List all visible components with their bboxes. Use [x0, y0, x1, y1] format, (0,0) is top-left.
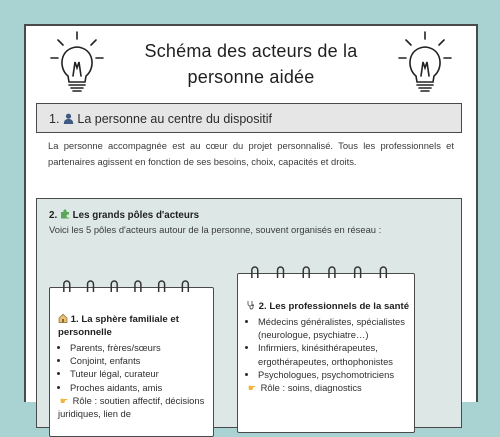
light-bulb-icon — [48, 30, 106, 96]
section-number: 2. — [49, 210, 58, 221]
actor-card-health — [237, 273, 415, 433]
person-silhouette-icon — [63, 113, 74, 124]
role-item: ☛ Rôle : soins, diagnostics — [247, 382, 362, 394]
list-item: • Tuteur légal, curateur — [70, 367, 209, 380]
puzzle-piece-icon — [60, 209, 70, 219]
house-icon — [58, 313, 68, 323]
list-item: • Conjoint, enfants — [70, 354, 209, 367]
section-1-heading: La personne au centre du dispositif — [77, 112, 272, 126]
pointing-hand-icon: ☛ — [59, 394, 69, 406]
section-2-panel — [36, 198, 462, 428]
light-bulb-icon — [396, 30, 454, 96]
stethoscope-icon — [246, 300, 256, 310]
card-title: 1. La sphère familiale et personnelle — [58, 314, 179, 338]
list-item: • Parents, frères/sœurs — [70, 341, 209, 354]
list-item: • Médecins généralistes, spécialistes (neurologue, psychiatre…) — [258, 315, 410, 341]
section-1-body: La personne accompagnée est au cœur du projet personnalisé. Tous les professionnels et partenaires agissent en fonction de ses besoins, choix, capacités et droits. — [48, 140, 454, 167]
list-item: • Infirmiers, kinésithérapeutes, ergothérapeutes, orthophonistes — [258, 341, 410, 367]
pointing-hand-icon: ☛ — [247, 382, 257, 394]
spiral-binding-icon — [50, 279, 213, 297]
section-2-intro: Voici les 5 pôles d'acteurs autour de la personne, souvent organisés en réseau : — [49, 224, 382, 235]
list-item: • Proches aidants, amis — [70, 381, 209, 394]
card-title: 2. Les professionnels de la santé — [246, 300, 410, 313]
section-2-header — [49, 209, 199, 221]
actor-card-family — [49, 287, 214, 437]
section-1-header — [36, 103, 462, 133]
document-sheet — [24, 24, 478, 420]
card-list — [58, 341, 209, 420]
list-item: • Psychologues, psychomotriciens — [258, 368, 410, 381]
section-number: 1. — [49, 112, 60, 126]
page-title: Schéma des acteurs de la personne aidée — [144, 41, 358, 87]
card-list — [246, 315, 410, 394]
role-item: ☛ Rôle : soutien affectif, décisions juridiques, lien de — [58, 394, 205, 420]
section-2-heading: Les grands pôles d'acteurs — [72, 210, 200, 221]
spiral-binding-icon — [238, 265, 414, 283]
